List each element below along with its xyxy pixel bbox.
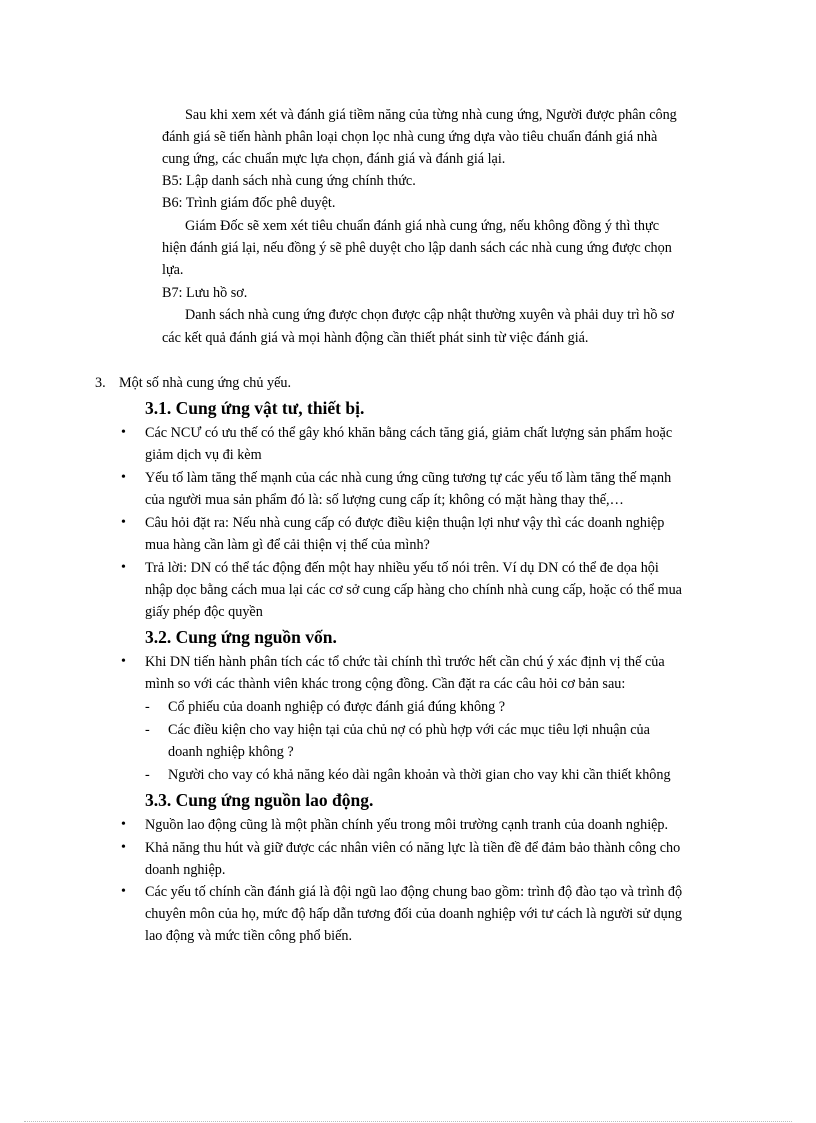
section-3-title: Một số nhà cung ứng chủ yếu. <box>119 375 292 391</box>
s32-b1-line-1: Khi DN tiến hành phân tích các tổ chức tài chính thì trước hết cần chú ý xác định vị thế của <box>145 654 665 670</box>
s32-d2-line-1: Các điều kiện cho vay hiện tại của chủ nợ có phù hợp với các mục tiêu lợi nhuận của <box>168 722 650 738</box>
s33-b2-line-1: Khả năng thu hút và giữ được các nhân viên có năng lực là tiền đề để đảm bảo thành công cho <box>145 840 681 856</box>
bullet-icon: • <box>121 515 126 530</box>
s32-d3-line-1: Người cho vay có khả năng kéo dài ngân khoản và thời gian cho vay khi cần thiết không <box>168 767 671 783</box>
step-b7: B7: Lưu hồ sơ. <box>162 285 248 301</box>
s31-b1-line-2: giảm dịch vụ đi kèm <box>145 447 262 463</box>
dash-marker: - <box>145 699 150 715</box>
s32-b1-line-2: mình so với các thành viên khác trong cộng đồng. Cần đặt ra các câu hỏi cơ bản sau: <box>145 676 626 692</box>
bullet-icon: • <box>121 560 126 575</box>
section-3-number: 3. <box>95 375 106 391</box>
s31-b2-line-2: của người mua sản phẩm đó là: số lượng cung cấp ít; không có mặt hàng thay thế,… <box>145 492 624 508</box>
s33-b3-line-1: Các yếu tố chính cần đánh giá là đội ngũ lao động chung bao gồm: trình độ đào tạo và trình độ <box>145 884 683 900</box>
s31-b4-line-3: giấy phép độc quyền <box>145 604 263 620</box>
intro-p1-line-1: Sau khi xem xét và đánh giá tiềm năng của từng nhà cung ứng, Người được phân công <box>185 107 677 123</box>
intro-p2-line-3: lựa. <box>162 262 184 278</box>
bullet-icon: • <box>121 654 126 669</box>
bullet-icon: • <box>121 425 126 440</box>
s31-b3-line-1: Câu hỏi đặt ra: Nếu nhà cung cấp có được điều kiện thuận lợi như vậy thì các doanh nghiệp <box>145 515 665 531</box>
bullet-icon: • <box>121 470 126 485</box>
s32-d2-line-2: doanh nghiệp không ? <box>168 744 294 760</box>
step-b6: B6: Trình giám đốc phê duyệt. <box>162 195 336 211</box>
bullet-icon: • <box>121 817 126 832</box>
intro-p2-line-2: hiện đánh giá lại, nếu đồng ý sẽ phê duyệt cho lập danh sách các nhà cung ứng được chọn <box>162 240 672 256</box>
intro-p1-line-3: cung ứng, các chuẩn mực lựa chọn, đánh giá và đánh giá lại. <box>162 151 506 167</box>
s31-b1-line-1: Các NCƯ có ưu thế có thể gây khó khăn bằng cách tăng giá, giảm chất lượng sản phẩm hoặc <box>145 425 673 441</box>
heading-3-3: 3.3. Cung ứng nguồn lao động. <box>145 790 374 810</box>
s33-b2-line-2: doanh nghiệp. <box>145 862 226 878</box>
s31-b4-line-2: nhập dọc bằng cách mua lại các cơ sở cung cấp hàng cho chính nhà cung cấp, hoặc có thể mua <box>145 582 682 598</box>
s31-b2-line-1: Yếu tố làm tăng thế mạnh của các nhà cung ứng cũng tương tự các yếu tố làm tăng thế mạnh <box>145 470 672 486</box>
s31-b4-line-1: Trả lời: DN có thể tác động đến một hay nhiều yếu tố nói trên. Ví dụ DN có thể đe dọa hội <box>145 560 659 576</box>
intro-p3-line-2: các kết quả đánh giá và mọi hành động cần thiết phát sinh từ việc đánh giá. <box>162 330 589 346</box>
s33-b1-line-1: Nguồn lao động cũng là một phần chính yếu trong môi trường cạnh tranh của doanh nghiệp. <box>145 817 669 833</box>
heading-3-2: 3.2. Cung ứng nguồn vốn. <box>145 627 337 647</box>
heading-3-1: 3.1. Cung ứng vật tư, thiết bị. <box>145 398 365 418</box>
s32-d1-line-1: Cổ phiếu của doanh nghiệp có được đánh giá đúng không ? <box>168 699 506 715</box>
s31-b3-line-2: mua hàng cần làm gì để cải thiện vị thế của mình? <box>145 537 430 553</box>
page-bottom-divider <box>24 1121 792 1122</box>
intro-p3-line-1: Danh sách nhà cung ứng được chọn được cập nhật thường xuyên và phải duy trì hồ sơ <box>185 307 675 323</box>
intro-p2-line-1: Giám Đốc sẽ xem xét tiêu chuẩn đánh giá nhà cung ứng, nếu không đồng ý thì thực <box>185 218 659 234</box>
dash-marker: - <box>145 722 150 738</box>
s33-b3-line-2: chuyên môn của họ, mức độ hấp dẫn tương đối của doanh nghiệp với tư cách là người sử dụng <box>145 906 682 922</box>
dash-marker: - <box>145 767 150 783</box>
bullet-icon: • <box>121 840 126 855</box>
step-b5: B5: Lập danh sách nhà cung ứng chính thức. <box>162 173 416 189</box>
intro-p1-line-2: đánh giá sẽ tiến hành phân loại chọn lọc nhà cung ứng dựa vào tiêu chuẩn đánh giá nhà <box>162 129 658 145</box>
bullet-icon: • <box>121 884 126 899</box>
s33-b3-line-3: lao động và mức tiền công phổ biến. <box>145 928 353 944</box>
